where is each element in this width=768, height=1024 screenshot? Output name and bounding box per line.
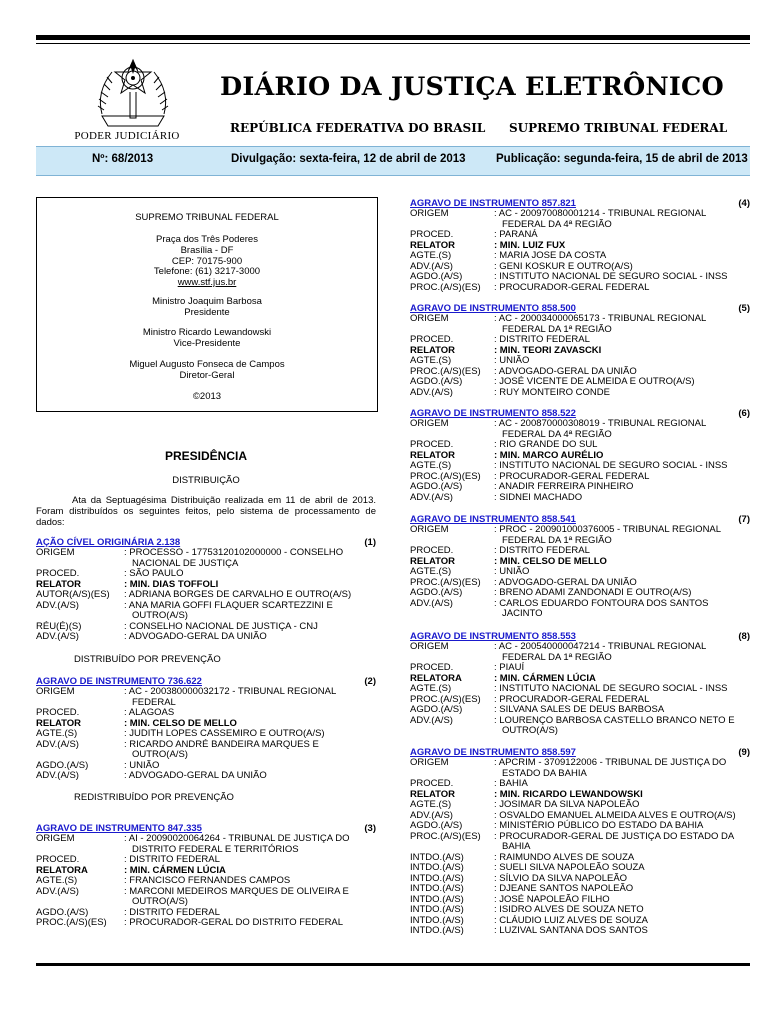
field-label: RÉU(É)(S) (36, 620, 82, 632)
field-label: AGTE.(S) (410, 799, 452, 810)
case-field-row (36, 601, 376, 622)
field-label: RELATOR (410, 449, 456, 461)
field-label: PROC.(A/S)(ES) (36, 917, 107, 928)
case-title-link[interactable]: AGRAVO DE INSTRUMENTO 858.541 (410, 514, 576, 525)
case-field-row (36, 918, 376, 929)
case-field-row (410, 905, 750, 916)
field-value: : MIN. CELSO DE MELLO (494, 555, 607, 567)
field-value: : MIN. LUIZ FUX (494, 239, 566, 251)
field-label: ORIGEM (410, 641, 449, 652)
case-field-row (36, 590, 376, 601)
field-label: PROC.(A/S)(ES) (410, 576, 481, 588)
field-value: : JOSÉ NAPOLEÃO FILHO (494, 893, 610, 905)
field-value: : GENI KOSKUR E OUTRO(A/S) (494, 260, 633, 272)
case-field-row (410, 758, 750, 779)
case-field-row (410, 209, 750, 230)
field-label: ADV.(A/S) (410, 597, 453, 609)
subsection-heading: DISTRIBUIÇÃO (172, 475, 240, 486)
field-value: : MIN. CÁRMEN LÚCIA (494, 672, 596, 684)
field-value: : UNIÃO (124, 759, 160, 771)
issue-number: Nº: 68/2013 (92, 153, 154, 165)
field-value: : DJEANE SANTOS NAPOLEÃO (494, 883, 634, 894)
case-field-row (410, 525, 750, 546)
field-value: : INSTITUTO NACIONAL DE SEGURO SOCIAL - INSS (494, 460, 728, 471)
box-director-name: Miguel Augusto Fonseca de Campos (129, 359, 285, 370)
box-president-name: Ministro Joaquim Barbosa (152, 296, 262, 307)
field-value: : SUELI SILVA NAPOLEÃO SOUZA (494, 862, 645, 873)
case-field-row (36, 569, 376, 580)
field-value: : LUZIVAL SANTANA DOS SANTOS (494, 925, 648, 936)
field-label: ORIGEM (36, 833, 75, 844)
field-value: : PIAUÍ (494, 662, 525, 673)
field-value: : JOSIMAR DA SILVA NAPOLEÃO (494, 799, 640, 810)
field-value: : RICARDO ANDRÉ BANDEIRA MARQUES E OUTRO(A/S) (124, 738, 319, 760)
field-value: : ANADIR FERREIRA PINHEIRO (494, 481, 634, 492)
case-field-row (410, 588, 750, 599)
field-label: PROCED. (36, 854, 80, 865)
website-link[interactable]: www.stf.jus.br (177, 277, 237, 288)
field-value: : MIN. RICARDO LEWANDOWSKI (494, 788, 643, 800)
case-field-row (410, 314, 750, 335)
field-value: : FRANCISCO FERNANDES CAMPOS (124, 875, 291, 886)
section-heading: PRESIDÊNCIA (164, 449, 247, 463)
field-value: : ADVOGADO-GERAL DA UNIÃO (124, 770, 267, 781)
field-value: : DISTRITO FEDERAL (494, 545, 590, 556)
field-value: : ADVOGADO-GERAL DA UNIÃO (494, 365, 637, 377)
field-label: INTDO.(A/S) (410, 925, 464, 936)
case-entry (410, 747, 750, 937)
field-value: : UNIÃO (494, 566, 530, 577)
case-field-row (410, 863, 750, 874)
field-label: PROCED. (36, 568, 80, 579)
field-value: : SILVANA SALES DE DEUS BARBOSA (494, 704, 665, 715)
case-field-row (410, 419, 750, 440)
field-value: : AC - 200034000065173 - TRIBUNAL REGIONAL FEDERAL DA 1ª REGIÃO (494, 313, 706, 335)
case-field-row (410, 926, 750, 937)
field-value: : MINISTÉRIO PÚBLICO DO ESTADO DA BAHIA (494, 820, 704, 831)
field-value: : PROCURADOR-GERAL FEDERAL (494, 693, 650, 705)
field-value: : AI - 20090020064264 - TRIBUNAL DE JUSTIÇA DO DISTRITO FEDERAL E TERRITÓRIOS (124, 833, 350, 855)
field-value: : MIN. MARCO AURÉLIO (494, 449, 604, 461)
field-label: AGDO.(A/S) (410, 820, 463, 831)
field-value: : MIN. CÁRMEN LÚCIA (124, 864, 226, 876)
case-number: (4) (738, 198, 750, 209)
field-value: : INSTITUTO NACIONAL DE SEGURO SOCIAL - INSS (494, 271, 728, 282)
field-value: : MARIA JOSE DA COSTA (494, 250, 607, 261)
field-label: INTDO.(A/S) (410, 893, 464, 905)
field-label: RELATOR (36, 717, 82, 729)
case-field-row (36, 632, 376, 643)
box-phone: Telefone: (61) 3217-3000 (153, 266, 261, 277)
field-label: ADV.(A/S) (410, 714, 453, 726)
field-value: : DISTRITO FEDERAL (124, 906, 220, 918)
field-value: : ANA MARIA GOFFI FLAQUER SCARTEZZINI E OUTRO(A/S) (124, 599, 333, 621)
case-field-row (410, 567, 750, 578)
field-value: : MARCONI MEDEIROS MARQUES DE OLIVEIRA E OUTRO(A/S) (124, 885, 349, 907)
field-value: : MIN. CELSO DE MELLO (124, 717, 237, 729)
case-entry (36, 676, 376, 782)
field-value: : RAIMUNDO ALVES DE SOUZA (494, 851, 635, 863)
field-label: ORIGEM (410, 757, 449, 768)
field-label: AGTE.(S) (410, 683, 452, 694)
field-value: : CONSELHO NACIONAL DE JUSTIÇA - CNJ (124, 620, 318, 632)
field-value: : DISTRITO FEDERAL (124, 854, 220, 865)
field-label: INTDO.(A/S) (410, 862, 464, 873)
case-entry (410, 303, 750, 398)
field-value: : SÃO PAULO (124, 568, 184, 579)
field-label: AGDO.(A/S) (36, 759, 89, 771)
ata-paragraph (36, 495, 376, 528)
case-entry (410, 631, 750, 737)
case-field-row (36, 771, 376, 782)
field-label: PROCED. (410, 662, 454, 673)
field-value: : BRENO ADAMI ZANDONADI E OUTRO(A/S) (494, 587, 692, 598)
case-field-row (410, 546, 750, 557)
case-title-link[interactable]: AGRAVO DE INSTRUMENTO 847.335 (36, 823, 202, 834)
case-field-row (410, 557, 750, 568)
field-value: : UNIÃO (494, 355, 530, 366)
box-president-role: Presidente (184, 307, 230, 318)
field-value: : RUY MONTEIRO CONDE (494, 386, 610, 398)
field-label: ADV.(A/S) (410, 386, 453, 398)
box-vice-name: Ministro Ricardo Lewandowski (142, 327, 272, 338)
journal-title: DIÁRIO DA JUSTIÇA ELETRÔNICO (220, 72, 724, 102)
case-header (36, 823, 376, 834)
case-header (410, 747, 750, 758)
field-value: : APCRIM - 3709122006 - TRIBUNAL DE JUSTIÇA DO ESTADO DA BAHIA (494, 757, 727, 779)
field-value: : LOURENÇO BARBOSA CASTELLO BRANCO NETO E OUTRO(A/S) (494, 714, 735, 736)
field-value: : AC - 200540000047214 - TRIBUNAL REGIONAL FEDERAL DA 1ª REGIÃO (494, 641, 706, 663)
case-field-row (36, 876, 376, 887)
poder-judiciario-label: PODER JUDICIÁRIO (74, 130, 180, 142)
case-field-row (410, 779, 750, 790)
court-info-box (36, 197, 378, 412)
field-value: : PROCURADOR-GERAL DE JUSTIÇA DO ESTADO DA BAHIA (494, 830, 734, 852)
case-number: (5) (738, 303, 750, 314)
field-label: PROCED. (410, 229, 454, 240)
top-rule-thin (36, 43, 750, 44)
field-value: : AC - 200380000032172 - TRIBUNAL REGIONAL FEDERAL (124, 686, 336, 708)
case-field-row (36, 887, 376, 908)
field-label: AGTE.(S) (36, 728, 78, 739)
case-title-link[interactable]: AÇÃO CÍVEL ORIGINÁRIA 2.138 (36, 537, 181, 548)
field-label: AGDO.(A/S) (410, 376, 463, 387)
field-value: : JUDITH LOPES CASSEMIRO E OUTRO(A/S) (124, 728, 325, 739)
field-value: : PARANÁ (494, 229, 538, 240)
field-value: : CLÁUDIO LUIZ ALVES DE SOUZA (494, 914, 648, 926)
field-value: : ADVOGADO-GERAL DA UNIÃO (494, 576, 637, 588)
case-field-row (410, 493, 750, 504)
field-label: AGDO.(A/S) (410, 481, 463, 492)
field-label: AGTE.(S) (410, 460, 452, 471)
case-field-row (410, 283, 750, 294)
field-value: : BAHIA (494, 778, 528, 789)
field-label: INTDO.(A/S) (410, 904, 464, 915)
field-label: PROC.(A/S)(ES) (410, 281, 481, 293)
case-field-row (410, 251, 750, 262)
case-entry (36, 823, 376, 929)
box-address: Praça dos Três Poderes (156, 234, 258, 245)
case-field-row (410, 642, 750, 663)
field-value: : PROCURADOR-GERAL FEDERAL (494, 470, 650, 482)
case-field-row (36, 708, 376, 719)
case-entry (410, 514, 750, 620)
case-title-link[interactable]: AGRAVO DE INSTRUMENTO 858.522 (410, 408, 576, 419)
field-label: ORIGEM (410, 313, 449, 324)
publicacao-date: Publicação: segunda-feira, 15 de abril de 2013 (496, 153, 748, 165)
case-field-row (410, 335, 750, 346)
field-label: RELATORA (410, 672, 462, 684)
case-title-link[interactable]: AGRAVO DE INSTRUMENTO 858.553 (410, 631, 576, 642)
field-value: : DISTRITO FEDERAL (494, 334, 590, 345)
case-field-row (410, 716, 750, 737)
field-label: RELATOR (410, 788, 456, 800)
field-value: : ISIDRO ALVES DE SOUZA NETO (494, 904, 644, 915)
field-label: INTDO.(A/S) (410, 851, 464, 863)
case-entry (36, 537, 376, 643)
box-court-name: SUPREMO TRIBUNAL FEDERAL (135, 212, 279, 223)
field-value: : MIN. TEORI ZAVASCKI (494, 344, 602, 356)
case-header (36, 537, 376, 548)
case-header (410, 631, 750, 642)
field-value: : OSVALDO EMANUEL ALMEIDA ALVES E OUTRO(A/S) (494, 809, 736, 821)
case-field-row (36, 729, 376, 740)
case-header (410, 303, 750, 314)
field-value: : SIDNEI MACHADO (494, 491, 583, 503)
field-label: AUTOR(A/S)(ES) (36, 589, 110, 600)
field-value: : ALAGOAS (124, 707, 175, 718)
case-field-row (410, 684, 750, 695)
case-number: (2) (364, 676, 376, 687)
field-label: RELATORA (36, 864, 88, 876)
case-number: (6) (738, 408, 750, 419)
field-label: INTDO.(A/S) (410, 872, 464, 884)
field-label: PROC.(A/S)(ES) (410, 693, 481, 705)
field-label: RELATOR (410, 555, 456, 567)
box-city: Brasília - DF (180, 245, 234, 256)
case-field-row (410, 440, 750, 451)
field-value: : MIN. DIAS TOFFOLI (124, 578, 219, 590)
case-number: (7) (738, 514, 750, 525)
field-label: PROC.(A/S)(ES) (410, 365, 481, 377)
field-value: : ADRIANA BORGES DE CARVALHO E OUTRO(A/S) (124, 589, 352, 600)
field-label: ORIGEM (410, 524, 449, 535)
field-value: : SÍLVIO DA SILVA NAPOLEÃO (494, 872, 628, 884)
box-cep: CEP: 70175-900 (171, 256, 243, 267)
field-value: : PROCURADOR-GERAL FEDERAL (494, 281, 650, 293)
field-label: ORIGEM (36, 547, 75, 558)
box-director-role: Diretor-Geral (179, 370, 235, 381)
field-label: PROCED. (410, 545, 454, 556)
case-number: (9) (738, 747, 750, 758)
field-label: AGDO.(A/S) (410, 271, 463, 282)
case-header (410, 408, 750, 419)
case-number: (8) (738, 631, 750, 642)
field-label: AGTE.(S) (410, 355, 452, 366)
field-label: PROCED. (410, 439, 454, 450)
case-field-row (410, 800, 750, 811)
case-field-row (410, 230, 750, 241)
field-label: ADV.(A/S) (36, 631, 79, 642)
case-header (36, 676, 376, 687)
field-label: AGTE.(S) (410, 566, 452, 577)
republica-label: REPÚBLICA FEDERATIVA DO BRASIL (230, 121, 486, 135)
field-value: : CARLOS EDUARDO FONTOURA DOS SANTOS JACINTO (494, 597, 709, 619)
case-field-row (410, 346, 750, 357)
field-label: ADV.(A/S) (410, 491, 453, 503)
case-title-link[interactable]: AGRAVO DE INSTRUMENTO 736.622 (36, 676, 202, 687)
field-value: : ADVOGADO-GERAL DA UNIÃO (124, 631, 267, 642)
field-value: : AC - 200970080001214 - TRIBUNAL REGIONAL FEDERAL DA 4ª REGIÃO (494, 208, 706, 230)
field-value: : PROCESSO - 17753120102000000 - CONSELHO NACIONAL DE JUSTIÇA (124, 547, 344, 569)
field-label: AGDO.(A/S) (36, 906, 89, 918)
case-field-row (410, 705, 750, 716)
field-label: ADV.(A/S) (36, 885, 79, 897)
case-number: (3) (364, 823, 376, 834)
field-label: PROC.(A/S)(ES) (410, 830, 481, 842)
field-label: INTDO.(A/S) (410, 914, 464, 926)
case-header (410, 198, 750, 209)
prevention-note: DISTRIBUÍDO POR PREVENÇÃO (74, 654, 221, 665)
box-vice-role: Vice-Presidente (173, 338, 241, 349)
case-field-row (36, 687, 376, 708)
issue-info-bar (36, 146, 750, 176)
field-value: : AC - 200870000308019 - TRIBUNAL REGIONAL FEDERAL DA 4ª REGIÃO (494, 418, 706, 440)
tribunal-label: SUPREMO TRIBUNAL FEDERAL (509, 121, 728, 135)
case-field-row (410, 832, 750, 853)
field-label: ADV.(A/S) (36, 599, 79, 611)
case-field-row (410, 461, 750, 472)
field-label: PROCED. (410, 334, 454, 345)
field-value: : PROC - 200901000376005 - TRIBUNAL REGIONAL FEDERAL DA 1ª REGIÃO (494, 524, 721, 546)
case-field-row (36, 834, 376, 855)
field-label: ORIGEM (410, 208, 449, 219)
field-label: RELATOR (36, 578, 82, 590)
redistribution-note: REDISTRIBUÍDO POR PREVENÇÃO (74, 792, 234, 803)
case-field-row (410, 482, 750, 493)
field-label: RELATOR (410, 344, 456, 356)
field-label: AGDO.(A/S) (410, 587, 463, 598)
case-header (410, 514, 750, 525)
field-label: AGTE.(S) (36, 875, 78, 886)
case-field-row (36, 740, 376, 761)
case-field-row (410, 884, 750, 895)
ata-text: Ata da Septuagésima Distribuição realizada em 11 de abril de 2013. Foram distribuídos os seguintes feitos, pelo sistema de processamento de dados: (36, 495, 376, 528)
bottom-rule (36, 963, 750, 966)
case-field-row (410, 377, 750, 388)
case-title-link[interactable]: AGRAVO DE INSTRUMENTO 857.821 (410, 198, 576, 209)
field-label: ORIGEM (36, 686, 75, 697)
field-value: : RIO GRANDE DO SUL (494, 439, 598, 450)
field-label: AGTE.(S) (410, 250, 452, 261)
field-label: PROCED. (36, 707, 80, 718)
case-field-row (36, 855, 376, 866)
field-value: : PROCURADOR-GERAL DO DISTRITO FEDERAL (124, 917, 344, 928)
top-rule (36, 35, 750, 40)
case-entry (410, 198, 750, 293)
case-field-row (410, 663, 750, 674)
case-field-row (36, 548, 376, 569)
case-field-row (410, 356, 750, 367)
field-label: ADV.(A/S) (410, 260, 453, 272)
coat-of-arms-emblem (88, 56, 178, 132)
case-number: (1) (364, 537, 376, 548)
field-label: ADV.(A/S) (410, 809, 453, 821)
case-field-row (410, 272, 750, 283)
case-field-row (410, 821, 750, 832)
case-field-row (410, 388, 750, 399)
field-label: ADV.(A/S) (36, 770, 79, 781)
box-copyright: ©2013 (192, 391, 222, 402)
case-field-row (410, 599, 750, 620)
field-label: ADV.(A/S) (36, 738, 79, 750)
field-label: ORIGEM (410, 418, 449, 429)
field-value: : JOSÉ VICENTE DE ALMEIDA E OUTRO(A/S) (494, 376, 695, 387)
field-label: INTDO.(A/S) (410, 883, 464, 894)
case-entry (410, 408, 750, 503)
field-label: PROCED. (410, 778, 454, 789)
field-label: RELATOR (410, 239, 456, 251)
field-label: PROC.(A/S)(ES) (410, 470, 481, 482)
case-title-link[interactable]: AGRAVO DE INSTRUMENTO 858.500 (410, 303, 576, 314)
divulgacao-date: Divulgação: sexta-feira, 12 de abril de 2013 (231, 153, 466, 165)
field-label: AGDO.(A/S) (410, 704, 463, 715)
field-value: : INSTITUTO NACIONAL DE SEGURO SOCIAL - INSS (494, 683, 728, 694)
case-title-link[interactable]: AGRAVO DE INSTRUMENTO 858.597 (410, 747, 576, 758)
